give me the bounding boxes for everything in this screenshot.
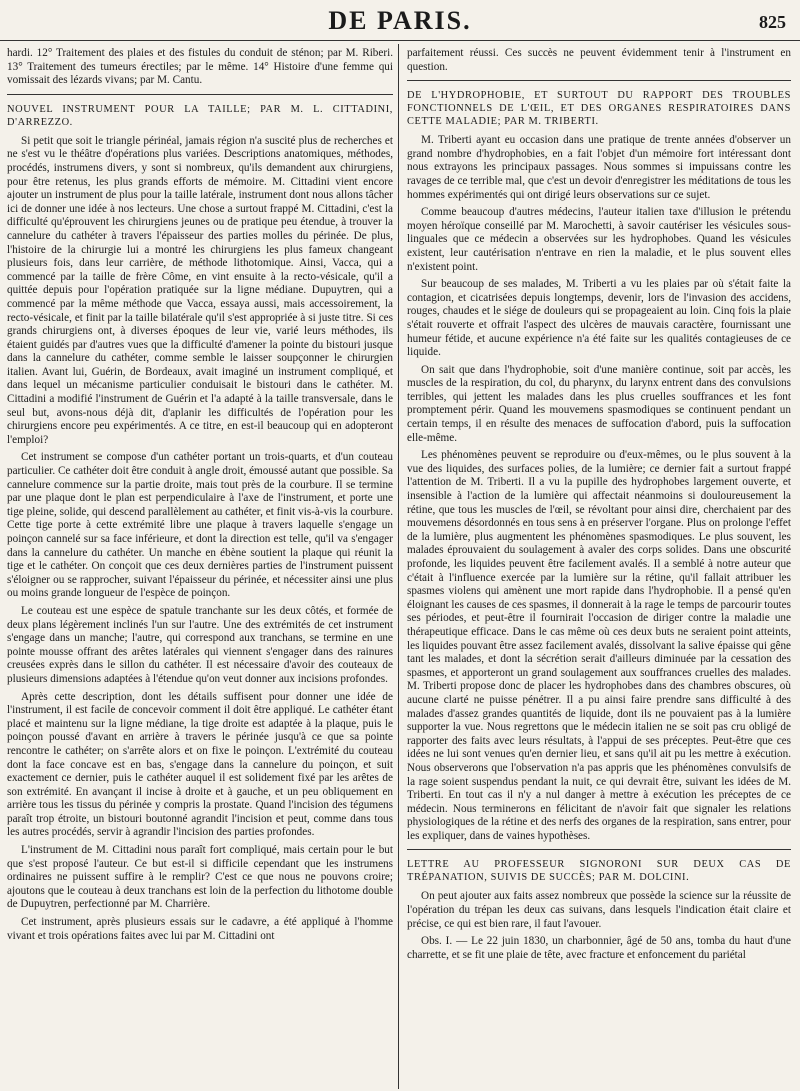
paragraph: M. Triberti ayant eu occasion dans une pratique de trente années d'observer un grand nombre d'hydrophobies, en a fait l'objet d'un mémoire fort intéressant dont nous extrayons les principaux passages. Nous sommes si impuissans contre les ravages de ce terrible mal, que c'est un devoir d'enregistrer les méditations de tous les hommes expérimentés qui ont dirigé leurs observations sur ce sujet. [407, 134, 791, 201]
right-column [407, 47, 791, 966]
paragraph: Cet instrument, après plusieurs essais sur le cadavre, a été appliqué à l'homme vivant et trois opérations faites avec lui par M. Cittadini ont [7, 916, 393, 942]
paragraph: Obs. I. — Le 22 juin 1830, un charbonnier, âgé de 50 ans, tomba du haut d'une charrette, et se fit une plaie de tête, avec fracture et enfoncement du pariétal [407, 935, 791, 961]
section-title: DE L'HYDROPHOBIE, ET SURTOUT DU RAPPORT DES TROUBLES FONCTIONNELS DE L'ŒIL, ET DES ORGANES RESPIRATOIRES DANS CETTE MALADIE; PAR M. TRIBERTI. [407, 90, 791, 128]
section-title: NOUVEL INSTRUMENT POUR LA TAILLE; PAR M. L. CITTADINI, D'ARREZZO. [7, 103, 393, 128]
paragraph: On peut ajouter aux faits assez nombreux que possède la science sur la réussite de l'opération du trépan les deux cas suivans, dans lesquels l'indication était claire et précise, ce qui est bien rare, il faut l'avouer. [407, 890, 791, 930]
page-header [0, 0, 800, 41]
paragraph: Après cette description, dont les détails suffisent pour donner une idée de l'instrument, il est facile de concevoir comment il doit être appliqué. Le cathéter étant placé et maintenu sur la ligne médiane, la tige droite est adaptée à la plaque, puis le poinçon poussé d'avant en arrière à travers le périnée jusqu'à ce que sa pointe rencontre le cathéter; on s'arrête alors et on fixe le poinçon. L'extrémité du couteau dont la face concave est en bas, s'engage dans la cannelure du poinçon, et suit exactement ce dernier, puis le cathéter auquel il est solidement fixé par les arêtes de son extrémité. En avançant il incise à droite et à gauche, et un peu obliquement en arrière tous les tissus du périnée y compris la prostate. Quand l'incision des tégumens paraît trop étroite, un bistouri boutonné agrandit l'incision et peut, comme dans tous les autres procédés, servir à agrandir l'incision des parties profondes. [7, 690, 393, 839]
paragraph: On sait que dans l'hydrophobie, soit d'une manière continue, soit par accès, les muscles de la respiration, du col, du pharynx, du larynx entrent dans des convulsions terribles, qui jettent les malades dans les plus cruelles souffrances et les font promptement périr. Quand les mouvemens spasmodiques se continuent pendant un certain temps, il en résulte des menaces de suffocation d'abord, puis la suffocation elle-même. [407, 363, 791, 444]
paragraph: Comme beaucoup d'autres médecins, l'auteur italien taxe d'illusion le prétendu moyen héroïque conseillé par M. Marochetti, à savoir cautériser les vésicules sous-linguales que ce médecin a observées sur les hydrophobes. Quand les vésicules existent, leur cautérisation n'entrave en rien la maladie, et le plus souvent elles n'existent point. [407, 206, 791, 273]
paragraph: Le couteau est une espèce de spatule tranchante sur les deux côtés, et formée de deux plans légèrement inclinés l'un sur l'autre. Une des extrémités de cet instrument s'engage dans un manche; l'autre, qui correspond aux tranchans, se termine en une pointe mousse offrant des arêtes latérales qui viennent s'engager dans des rainures creusées exprès dans le sillon du cathéter. Il est nécessaire d'avoir des couteaux de plusieurs dimensions adaptées à l'étendue qu'on veut donner aux incisions profondes. [7, 604, 393, 685]
paragraph: L'instrument de M. Cittadini nous paraît fort compliqué, mais certain pour le but que s'est proposé l'auteur. Ce but est-il si difficile cependant que les instrumens ordinaires ne puissent suffire à le remplir? C'est ce que nous ne pouvons croire; ajoutons que le couteau à deux tranchans est loin de la perfection du lithotome double de Dupuytren, perfectionné par M. Charrière. [7, 844, 393, 911]
paragraph: Cet instrument se compose d'un cathéter portant un trois-quarts, et d'un couteau particulier. Ce cathéter doit être conduit à angle droit, émoussé autant que possible. Sa cannelure commence sur la partie droite, mais tout près de la courbure. Il se termine par une plaque dont le plan est perpendiculaire à l'axe de l'instrument, et porte une tige pleine, solide, qui descend parallèlement au cathéter, et finit vis-à-vis la courbure. Cette tige porte à cette extrémité libre une plaque à travers laquelle s'engage un poinçon cannelé sur sa face inférieure, et dont la direction est telle, qu'il va s'engager dans la cannelure du cathéter. Un manche en ébène soutient la plaque qui réunit la tige et le cathéter. On conçoit que ces deux dernières parties de l'instrument puissent s'éloigner ou se rapprocher, suivant l'épaisseur du périnée, et nécessiter ainsi une plus ou moins grande longueur de l'espèce de poinçon. [7, 451, 393, 600]
section-rule [407, 849, 791, 850]
section-title: LETTRE AU PROFESSEUR SIGNORONI SUR DEUX CAS DE TRÉPANATION, SUIVIS DE SUCCÈS; PAR M. DOLCINI. [407, 859, 791, 884]
paragraph: Les phénomènes peuvent se reproduire ou d'eux-mêmes, ou le plus souvent à la vue des liquides, des surfaces polies, de la lumière; ce dernier fait a surtout frappé l'attention de M. Triberti. Il a vu la pupille des hydrophobes largement ouverte, et insensible à l'action de la lumière qui affectait néanmoins si douloureusement la rétine, que tous les muscles de l'œil, se révoltant pour ainsi dire, cherchaient par des mouvemens désordonnés en tous sens à en préserver l'organe. Plus on prolonge l'effet de la lumière, plus augmentent les phénomènes spasmodiques. Le plus souvent, les malades éprouvaient du soulagement à avaler des corps solides. Dans une obscurité profonde, les liquides peuvent être facilement avalés. Il a semblé à notre auteur que c'était à l'influence exercée par la lumière sur la rétine, qu'il fallait attribuer les spasmes violens qui amènent une mort rapide dans l'hydrophobie. Il a pensé qu'en éloignant les causes de ces spasmes, il donnerait à la rage le temps de parcourir toutes ses périodes, et peut-être il fournirait l'occasion de diriger contre la maladie une thérapeutique efficace. Dans le cas même où ces deux buts ne seraient point atteints, les liquides pouvant être assez facilement avalés, dissolvant la salive épaisse qui gêne tant les malades, et dont la sécrétion serait d'ailleurs diminuée par la cessation des spasmes, et apporteront un grand soulagement aux souffrances cruelles des malades. M. Triberti propose donc de placer les hydrophobes dans des chambres obscures, où aucune clarté ne puisse pénétrer. Il a pu ainsi faire prendre sans difficulté à des malades d'assez grandes quantités de liquide, dont ils ne pouvaient pas à la lumière supporter la vue. Nous regrettons que le médecin italien ne se soit pas cru obligé de rapporter des faits avec leurs résultats, à l'appui de ses préceptes. Peut-être que ces idées ne lui sont venues qu'en dernier lieu, et sans qu'il ait pu les mettre à exécution. Nous observerons que l'observation n'a pas appris que les phénomènes convulsifs de la rage soient suspendus pendant la nuit, ce qui devrait être, suivant les idées de M. Triberti. En tout cas il n'y a nul danger à mettre à exécution les préceptes de ce médecin. Nous terminerons en félicitant de n'avoir fait que signaler les relations physiologiques de la rétine et des nerfs des organes de la respiration, sans entrer, pour les expliquer, dans de vaines hypothèses. [407, 449, 791, 842]
column-divider [398, 44, 399, 1089]
continuation-text: parfaitement réussi. Ces succès ne peuvent évidemment tenir à l'instrument en question. [407, 47, 791, 73]
paragraph: Si petit que soit le triangle périnéal, jamais région n'a suscité plus de recherches et ne s'est vu le théâtre d'opérations plus variées. Descriptions anatomiques, méthodes, procédés, instrumens divers, y sont si nombreux, qu'ils demandent aux chirurgiens, pour être retenus, les plus grands efforts de mémoire. M. Cittadini vient encore ajouter un instrument de plus pour la taille latérale, instrument dont nous allons tâcher ici de donner une idée à nos lecteurs. Une chose a surtout frappé M. Cittadini, c'est la difficulté qu'éprouvent les chirurgiens jeunes ou de pratique peu étendue, à trouver la cannelure du cathéter à travers l'épaisseur des parties molles du périnée. De plus, l'histoire de la chirurgie lui a montré les chirurgiens les plus fameux changeant plusieurs fois, dans leur carrière, de méthode lithotomique. Ainsi, Vacca, qui a commencé par la taille de frère Côme, en vint ensuite à la recto-vésicale, qu'il a quittée depuis pour l'opération pratiquée sur la ligne médiane. Dupuytren, qui a commencé par la même méthode que Vacca, essaya aussi, mais accessoirement, la recto-vésicale, et finit par la taille bilatérale qu'il s'est appropriée à si juste titre. Si ces grands chirurgiens ont, à diverses époques de leur vie, varié leurs méthodes, ils étaient guidés par d'autres vues que la difficulté d'amener la pointe du bistouri jusque dans la cannelure du cathéter, comme semble le laisser soupçonner le chirurgien italien. Avant lui, Guérin, de Bordeaux, avait imaginé un instrument compliqué, et dans lequel un mécanisme particulier conduisait le bistouri dans le cathéter. M. Cittadini a modifié l'instrument de Guérin et l'a adapté à la taille transversale, dans le seul but, avons-nous déjà dit, d'aplanir les difficultés de l'opération pour les chirurgiens encore peu expérimentés. A ce titre, en est-il beaucoup qui en adopteront l'emploi? [7, 134, 393, 446]
left-column [7, 47, 393, 947]
continuation-text: hardi. 12° Traitement des plaies et des fistules du conduit de sténon; par M. Riberi. 13° Traitement des tumeurs érectiles; par le même. 14° Histoire d'une femme qui vomissait des lézards vivans; par M. Cantu. [7, 47, 393, 87]
section-rule [407, 80, 791, 81]
paragraph: Sur beaucoup de ses malades, M. Triberti a vu les plaies par où s'était faite la contagion, et cicatrisées depuis longtemps, devenir, lors de l'invasion des accidens, rouges, chaudes et le siége de douleurs qui se propageaient au loin. Cinq fois la plaie s'était rouverte et offrait l'aspect des ulcères de mauvais caractère, fournissant une humeur fétide, et aucune expérience n'a été faite sur les qualités contagieuses de ce liquide. [407, 278, 791, 359]
section-rule [7, 94, 393, 95]
running-head: DE PARIS. [328, 6, 472, 35]
page-number: 825 [759, 12, 786, 32]
